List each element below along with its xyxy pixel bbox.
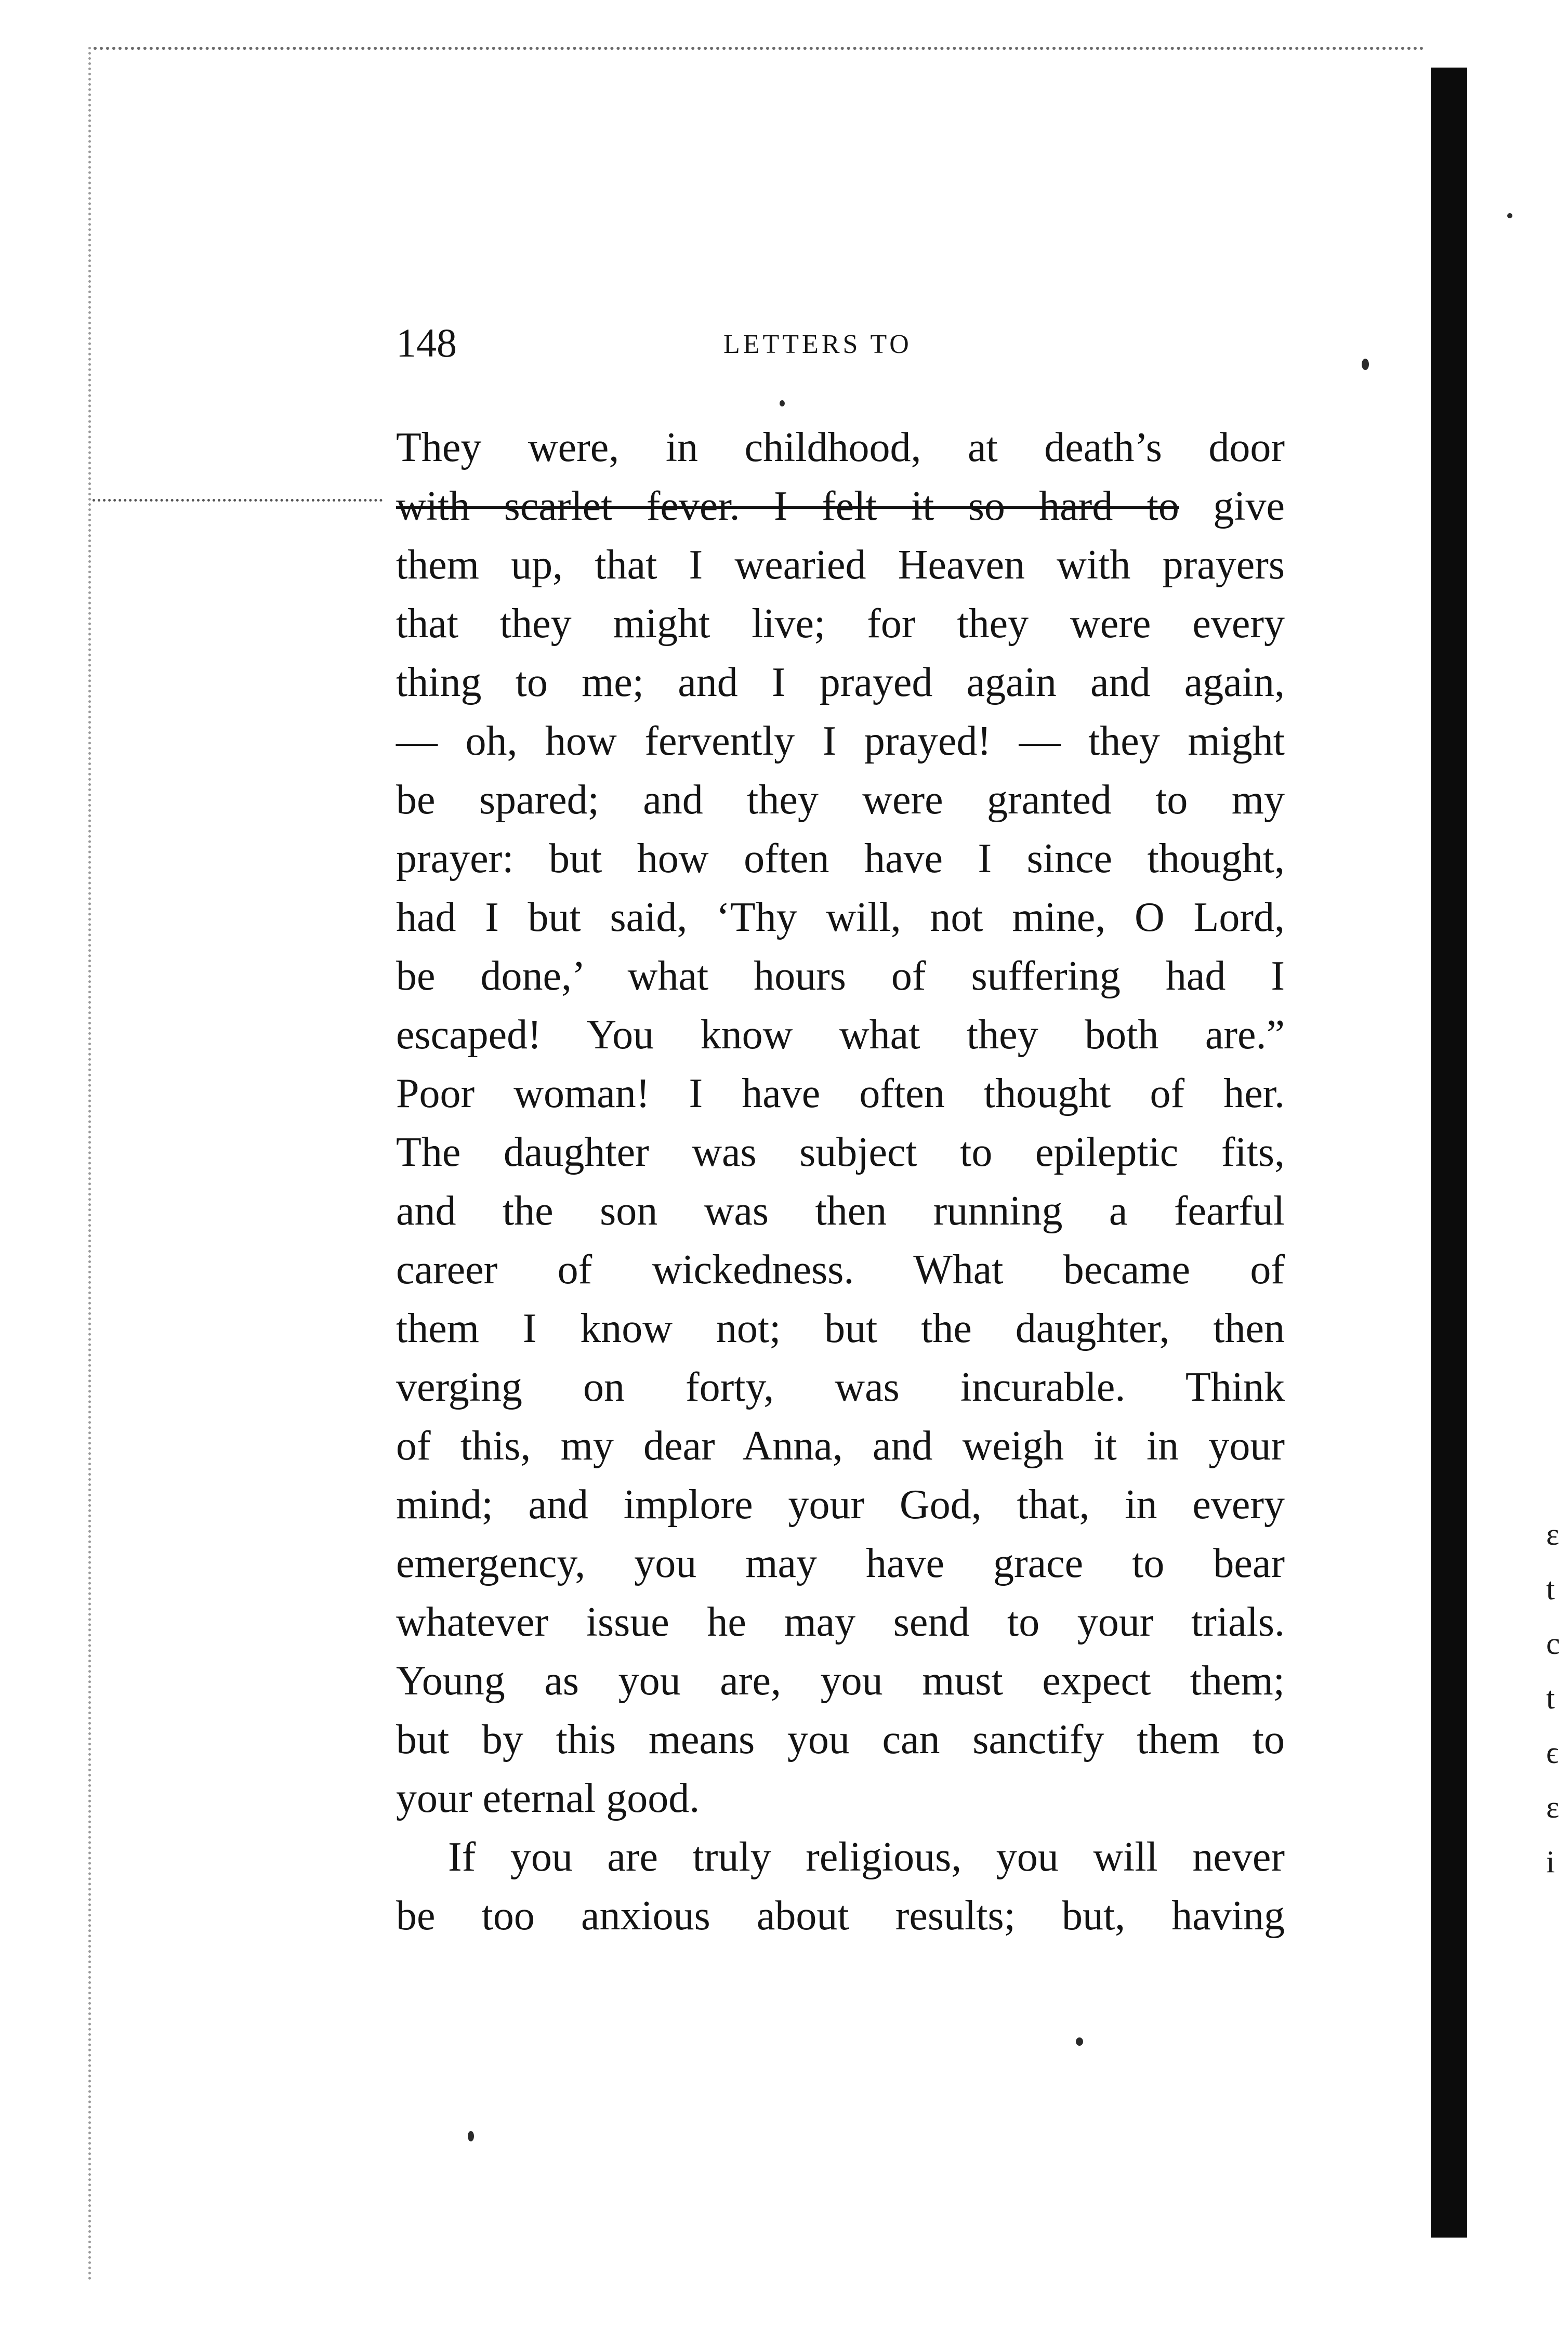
text-line: be spared; and they were granted to my [396,777,1285,823]
edge-letter: ε [1546,1517,1560,1551]
binding-gutter-shadow [1431,68,1467,2238]
text-line: career of wickedness. What became of [396,1247,1285,1293]
running-head [396,317,1285,369]
text-line: that they might live; for they were every [396,601,1285,647]
ink-speck [468,2131,474,2141]
text-line: whatever issue he may send to your trials. [396,1599,1285,1645]
text-line: your eternal good. [396,1775,700,1821]
ink-speck [1362,359,1369,370]
edge-letter: ϵ [1546,1735,1559,1770]
paragraph-first-line: If you are truly religious, you will never [448,1834,1285,1880]
text-line: They were, in childhood, at death’s door [396,425,1285,470]
edge-letter: ε [1546,1790,1560,1824]
text-line: Poor woman! I have often thought of her. [396,1071,1285,1116]
ink-speck [780,400,785,406]
text-line [396,477,1285,536]
edge-letter: i [1546,1845,1555,1879]
text-line: mind; and implore your God, that, in every [396,1482,1285,1528]
text-line: Young as you are, you must expect them; [396,1658,1285,1704]
text-line: thing to me; and I prayed again and again, [396,660,1285,705]
struck-through-text: with scarlet fever. I felt it so hard to [396,483,1179,529]
page-left-edge [88,47,91,2282]
text-line: be too anxious about results; but, having [396,1893,1285,1939]
text-line: escaped! You know what they both are.” [396,1012,1285,1058]
text-line: them up, that I wearied Heaven with prayers [396,542,1285,588]
text-line: The daughter was subject to epileptic fits, [396,1129,1285,1175]
text-line: but by this means you can sanctify them to [396,1717,1285,1763]
body-text [396,418,1285,1945]
text-line: — oh, how fervently I prayed! — they might [396,718,1285,764]
running-title: LETTERS TO [723,330,912,359]
margin-pencil-mark [93,499,383,502]
text-line: and the son was then running a fearful [396,1188,1285,1234]
edge-letter: c [1546,1626,1560,1661]
edge-letter: t [1546,1681,1555,1715]
facing-page-edge-letters [1546,1507,1567,1889]
text-line: of this, my dear Anna, and weigh it in your [396,1423,1285,1469]
text-line: verging on forty, was incurable. Think [396,1364,1285,1410]
text-line: had I but said, ‘Thy will, not mine, O Lord, [396,895,1285,940]
line-text: give [1179,483,1285,529]
ink-speck [1076,2037,1083,2046]
text-line: prayer: but how often have I since thought, [396,836,1285,882]
page-top-edge [94,47,1424,50]
text-line: them I know not; but the daughter, then [396,1306,1285,1351]
text-line: be done,’ what hours of suffering had I [396,953,1285,999]
edge-letter: t [1546,1572,1555,1606]
text-line: emergency, you may have grace to bear [396,1541,1285,1586]
ink-speck [1507,213,1512,218]
page-number: 148 [396,320,457,365]
